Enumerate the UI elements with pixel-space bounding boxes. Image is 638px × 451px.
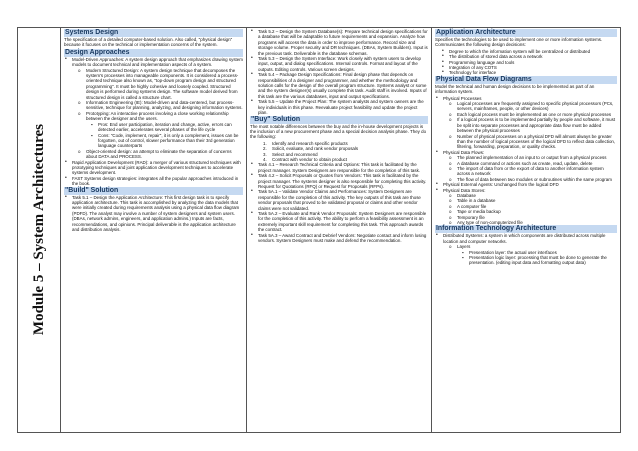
list-item: 2. Solicit, evaluate, and rank vendor proposals (272, 146, 428, 151)
list-item: ▪ Cons: "Code, implement, repair", it is only a complement, issues can be forgotten, out of control, slower performance than their 3rd generation language counterparts (98, 133, 243, 149)
layers-sublist (443, 244, 617, 266)
list-item: • Degree to which the information system will be centralized or distributed (449, 49, 617, 54)
list-item: 3. Select and recommend (272, 152, 428, 157)
list-item: • Programming language and tools (449, 60, 617, 65)
section-heading-buy-solution: "Buy" Solution (250, 116, 428, 124)
list-item: o Each logical process must be implemented as one or more physical processes (457, 112, 617, 117)
list-item: • Task 4.2 – Solicit Proposals or Quotes from Vendors: This task is facilitated by the project manager. The systems designer is also responsible for completing this activity. Request for Quotations (RFQ) or Request for Proposals (RFPs). (258, 173, 428, 189)
list-item: • Rapid Application Development (RAD): a merger of various structured techniques with prototyping techniques and joint application development techniques to accelerate systems development. (72, 160, 243, 176)
list-item: o If a logical process is to be implemented partially by people and software, it must be split into separate processes and appropriate data flow must be added between the physical processes (457, 117, 617, 133)
list-item: o Information Engineering (IE): Model-driven and data-centered, but process-sensitive, technique for planning, analyzing, and designing information systems. (86, 100, 243, 111)
list-item: o A computer file (457, 204, 617, 209)
list-item: • FAST Systems design strategies: integrates all the popular approaches introduced in the book. (72, 176, 243, 187)
prototyping-sublist (86, 122, 243, 149)
section-heading-build-solution: "Build" Solution (64, 187, 243, 195)
list-item: • Physical External Agents: Unchanged from the logical DFD (443, 182, 617, 187)
section-heading-it-architecture: Information Technology Architecture (435, 225, 617, 233)
column-2 (247, 28, 432, 432)
list-item: • Physical Processes o Logical processes are frequently assigned to specific physical processors (PCs, servers, mainframes, people, or other devices) o Each logical process must be implemented as one or more physical processes o If a logical process is to be implemented partially by people and software, it must be split into separate processes and appropriate data flow must be added between the physical processes o Number of physical processes on a physical DFD will almost always be greater than the number of logical processes of the logical DFD to reflect data collection, filtering, forwarding, preparation, or quality checks. (443, 96, 617, 150)
list-item: • The distribution of stored data across a network (449, 54, 617, 59)
list-item: o The flow of data between two modules or subroutines within the same program (457, 177, 617, 182)
list-item: o Object-oriented design: an attempt to eliminate the separation of concerns about DATA and PROCESS. (86, 149, 243, 160)
build-list (64, 195, 243, 233)
application-architecture-list (435, 49, 617, 76)
section-heading-application-architecture: Application Architecture (435, 29, 617, 37)
list-item: ▪ Presentation logic layer: processing that must be done to generate the presentation. (editing input data and formatting output data) (469, 255, 617, 266)
buy-solution-text: The most notable differences between the buy and the in-house development projects is the inclusion of a new procurement phase and a special decision analysis phase. They do the following: (250, 123, 427, 140)
list-item: o Database (457, 193, 617, 198)
module-title: Module 5 – System Architectures (30, 124, 47, 336)
list-item: • Task 5.3 – Design the System Interface: Work closely with system users to develop input, output, and dialog specifications. Internal controls. Format and layout of the outputs. Editing controls. Various screen designs. (258, 56, 428, 72)
section-heading-design-approaches: Design Approaches (64, 49, 243, 57)
list-item: • Physical Data Flows: o The planned implementation of an input to or output from a physical process o A database command or actions such as create, read, update, delete o The import of data from or the export of data to another information system across a network o The flow of data between two modules or subroutines within the same program (443, 150, 617, 182)
list-item: o Temporary file (457, 215, 617, 220)
list-item: • Task 5.5 – Update the Project Plan: The system analysts and system owners are the key individuals in this phase. Reevaluate project feasibility and update the project plan. (258, 99, 428, 115)
model-driven-sublist (72, 68, 243, 160)
list-item: o The import of data from or the export of data to another information system across a network (457, 166, 617, 177)
design-approaches-list (64, 57, 243, 187)
list-item: o Tape or media backup (457, 209, 617, 214)
list-item: • Task 5.2 – Design the System Database(s): Prepare technical design specifications for a database that will be adaptable to future requirements and expansion. Analyze how programs will access the data in order to improve performance. Record size and storage volume. Proper security and DR techniques. (DBAs, System Builders). Input is the previous task. Deliverable is the database schemas. (258, 29, 428, 56)
physical-stores-sublist (443, 193, 617, 225)
sidebar-title-cell (18, 28, 61, 432)
list-item: • Task 5A.2 – Evaluate and Rank Vendor Proposals: System Designers are responsible for the completion of this activity. The ability to perform a feasibility assessment is an extremely important skill requirement for completing this task. This approach awards the contract. (258, 211, 428, 233)
list-item: o Any type of non-computerized file (457, 220, 617, 225)
section-heading-systems-design: Systems Design (64, 29, 243, 37)
layers-detail-sublist (457, 250, 617, 266)
list-item: ▪ Presentation layer: the actual user interfaces (469, 250, 617, 255)
list-item: • Model-Driven Approaches: A system design approach that emphasizes drawing system models to document technical and implementation aspects of a system. o Modern Structured Design: A system design technique that decomposes the system's processes into manageable components. It is considered a process-oriented technique also known as, "top-down program design and structured programming". It must be highly cohesive and loosely coupled. Structured design is performed during systems design. The software model derived from structured design is called a structure chart. o Information Engineering (IE): Model-driven and data-centered, but process-sensitive, technique for planning, analyzing, and designing information systems. o Prototyping: An interactive process involving a close working relationship between the designer and the users. ▪ Pros: End user participation, iteration and change, active, errors can detected earlier, accelerates several phases of the life cycle ▪ Cons: "Code, implement, repair", it is only a complement, issues can be forgotten, out of control, slower performance than their 3rd generation language counterparts o Object-oriented design: an attempt to eliminate the separation of concerns about DATA and PROCESS. (72, 57, 243, 160)
buy-tasks-list (250, 162, 428, 243)
physical-dfd-list (435, 96, 617, 226)
list-item: 4. Contract with vendor to obtain product (272, 157, 428, 162)
section-heading-physical-dfd: Physical Data Flow Diagrams (435, 76, 617, 84)
study-sheet (17, 27, 621, 433)
it-architecture-list (435, 233, 617, 265)
list-item: • Task 5.4 – Package Design Specifications: Final design phase that depends on responsibilities of a designer and programmer, and whether the methodology and solution calls for the design of the overall program structure. Systems analyst or some and the system designer(s) usually complete this task. Audit staff is involved. Inputs of this task are the various databases, input and output specifications. (258, 72, 428, 99)
build-tasks-list (250, 29, 428, 116)
column-3 (432, 28, 620, 432)
buy-steps-list (250, 141, 428, 163)
list-item: • Task 5.1 – Design the Application Architecture: This first design task is to specify application architecture. This task is accomplished by analyzing the data models that were initially created during requirements analysis using a physical data flow diagram (PDFD). The analyst may involve a number of system designers and system users. (DBAs, network admins, engineers, and application admins.) Inputs are facts, recommendations, and opinions. Principal deliverable is the application architecture and distribution analysis. (72, 195, 243, 233)
list-item: o Number of physical processes on a physical DFD will almost always be greater than the number of logical processes of the logical DFD to reflect data collection, filtering, forwarding, preparation, or quality checks. (457, 134, 617, 150)
list-item: o Table in a database (457, 198, 617, 203)
list-item: • Task 5A.3 – Award Contract and Debrief Vendors: Negotiate contact and inform losing vendors. System Designers must make and defend the recommendation. (258, 233, 428, 244)
list-item: ▪ Pros: End user participation, iteration and change, active, errors can detected earlier, accelerates several phases of the life cycle (98, 122, 243, 133)
systems-design-text: The specification of a detailed computer-based solution. Also called, "physical design" because it focuses on the technical or implementation concerns of the system. (64, 37, 233, 48)
list-item: o The planned implementation of an input to or output from a physical process (457, 155, 617, 160)
physical-dfd-text: Model the technical and human design decisions to be implemented as part of an information system. (435, 83, 595, 95)
list-item: o Layers ▪ Presentation layer: the actual user interfaces ▪ Presentation logic layer: processing that must be done to generate the presentation. (editing input data and formatting output data) (457, 244, 617, 266)
column-1 (61, 28, 247, 432)
list-item: • Technology for interface (449, 70, 617, 75)
list-item: • Integration of any COTS (449, 65, 617, 70)
list-item: • Distributed Systems: a system in which components are distributed across multiple location and computer networks. o Layers ▪ Presentation layer: the actual user interfaces ▪ Presentation logic layer: processing that must be done to generate the presentation. (editing input data and formatting output data) (443, 233, 617, 265)
list-item: • Task 4.1 – Research Technical Criteria and Options: This task is facilitated by the project manager. System Designers are responsible for the completion of this task. (258, 162, 428, 173)
list-item: • Physical Data Stores: o Database o Table in a database o A computer file o Tape or media backup o Temporary file o Any type of non-computerized file (443, 188, 617, 226)
physical-flows-sublist (443, 155, 617, 182)
list-item: o Logical processes are frequently assigned to specific physical processors (PCs, servers, mainframes, people, or other devices) (457, 101, 617, 112)
list-item: o Prototyping: An interactive process involving a close working relationship between the designer and the users. ▪ Pros: End user participation, iteration and change, active, errors can detected earlier, accelerates several phases of the life cycle ▪ Cons: "Code, implement, repair", it is only a complement, issues can be forgotten, out of control, slower performance than their 3rd generation language counterparts (86, 111, 243, 149)
list-item: • Task 5A.1 – Validate Vendor Claims and Performances: System Designers are responsible for the completion of this activity. The key outputs of this task are those vendor proposals that proved to be validated proposal or claims and other vendor claims were not validated. (258, 189, 428, 211)
list-item: o Modern Structured Design: A system design technique that decomposes the system's processes into manageable components. It is considered a process-oriented technique also known as, "top-down program design and structured programming". It must be highly cohesive and loosely coupled. Structured design is performed during systems design. The software model derived from structured design is called a structure chart. (86, 68, 243, 100)
application-architecture-text: Specifies the technologies to be used to implement one or more information systems. Communicates the following design decisions: (435, 37, 603, 48)
physical-processes-sublist (443, 101, 617, 150)
list-item: o A database command or actions such as create, read, update, delete (457, 161, 617, 166)
list-item: 1. Identify and research specific products (272, 141, 428, 146)
